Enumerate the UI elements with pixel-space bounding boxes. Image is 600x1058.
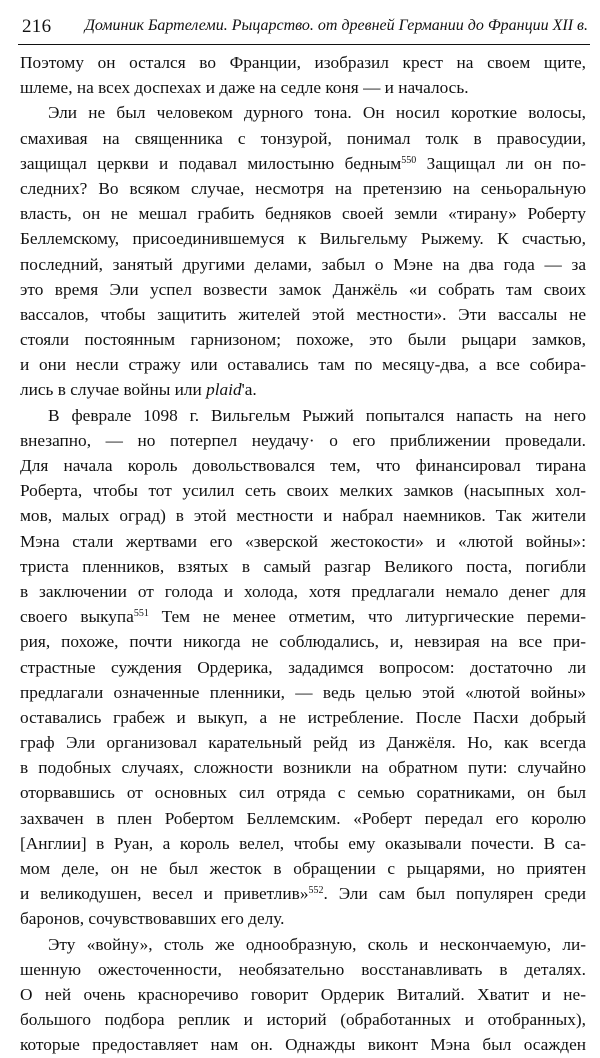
text-line: стояли постоянным гарнизоном; похоже, это были рыцари замков, [20,330,586,350]
text-line [20,377,586,402]
text-line [20,151,586,176]
text-line: Мэна стали жертвами его «зверской жестокости» и «лютой войны»: [20,531,586,551]
page-header [18,8,588,40]
text-line: Беллемскому, присоединившемуся к Вильгельму Рыжему. К счастью, [20,229,586,249]
text-line: захвачен в плен Робертом Беллемским. «Роберт передал его королю [20,808,586,828]
text-line: которые предоставляет нам он. Однажды виконт Мэна был осажден [20,1035,586,1055]
text-fragment: своего выкупа [20,607,134,627]
text-line: О ней очень красноречиво говорит Ордерик Виталий. Хватит и не- [20,984,586,1004]
text-line: баронов, сочувствовавших его делу. [20,909,285,929]
body-text [20,50,586,1058]
text-line: Поэтому он остался во Франции, изобразил крест на своем щите, [20,53,586,72]
text-fragment: Тем не менее отметим, что литургические переми- [148,607,586,627]
text-fragment: 'а. [241,380,257,400]
text-line: Эли не был человеком дурного тона. Он носил короткие волосы, [48,103,586,123]
text-fragment: . Эли сам был популярен среди [323,884,586,904]
text-line: Эту «войну», столь же однообразную, сколь и нескончаемую, ли- [48,934,586,954]
text-line: и они несли стражу или оставались там по месяцу-два, а все собира- [20,355,586,375]
text-fragment: и великодушен, весел и приветлив» [20,884,309,904]
text-line: страстные суждения Ордерика, зададимся вопросом: достаточно ли [20,657,586,677]
text-line: в заключении от голода и холода, хотя предлагали немало денег для [20,581,586,601]
footnote-ref: 551 [133,608,149,620]
text-line [20,604,586,629]
text-line: внезапно, — но потерпел неудачу· о его приближении проведали. [20,430,586,450]
text-line: граф Эли организовал карательный рейд из Данжёля. Но, как всегда [20,733,586,753]
text-line: оставались грабеж и выкуп, а не истребление. После Пасхи добрый [20,707,586,727]
text-line: мом деле, он не был жесток в обращении с рыцарями, но приятен [20,859,586,878]
text-line: предлагали означенные пленники, — ведь целью этой «лютой войны» [20,682,586,702]
page-number: 216 [22,16,52,37]
text-line: триста пленников, взятых в самый разгар Великого поста, погибли [20,556,586,576]
footnote-ref: 550 [401,154,417,166]
text-line: Роберта, чтобы тот усилил сеть своих мелких замков (насыпных хол- [20,481,586,501]
text-line: большого подбора реплик и историй (обработанных и отобранных), [20,1010,586,1030]
text-line: вассалов, чтобы защитить жителей этой местности». Эти вассалы не [20,304,586,324]
text-line: шлеме, на всех доспехах и даже на седле коня — и началось. [20,78,469,98]
text-fragment: лись в случае войны или [20,380,207,400]
text-line: Для начала король довольствовался тем, что финансировал тирана [20,456,586,475]
text-line: [Англии] в Руан, а король велел, чтобы ему оказывали почести. В са- [20,833,586,853]
text-line: смахивая на священника с тонзурой, понимал толк в правосудии, [20,128,586,148]
text-line: в подобных случаях, сложности возникли на обратном пути: случайно [20,758,586,778]
text-line: В феврале 1098 г. Вильгельм Рыжий попытался напасть на него [48,405,586,425]
italic-term: plaid [206,380,242,400]
header-rule [18,44,590,45]
text-line: рия, похоже, почти никогда не соблюдались, и, невзирая на все при- [20,632,586,652]
text-line: следних? Во всяком случае, несмотря на претензию на сеньоральную [20,178,586,198]
text-line: это время Эли успел возвести замок Данжёль «и собрать там своих [20,279,586,299]
running-title: Доминик Бартелеми. Рыцарство. от древней Германии до Франции XII в. [84,17,588,34]
text-line: оторвавшись от основных сил отряда с семью соратниками, он был [20,783,586,803]
text-fragment: Защищал ли он по- [416,153,586,173]
text-fragment: защищал церкви и подавал милостыню бедным [20,153,402,173]
text-line: мов, малых оград) в этой местности и набрал наемников. Так жители [20,506,586,526]
text-line: последний, занятый другими делами, забыл о Мэне на два года — за [20,254,586,274]
text-line [20,881,586,906]
text-line: шенную ожесточенности, необязательно восстанавливать в деталях. [20,959,586,979]
text-line: власть, он не мешал грабить бедняков своей земли «тирану» Роберту [20,204,586,224]
footnote-ref: 552 [308,885,324,897]
